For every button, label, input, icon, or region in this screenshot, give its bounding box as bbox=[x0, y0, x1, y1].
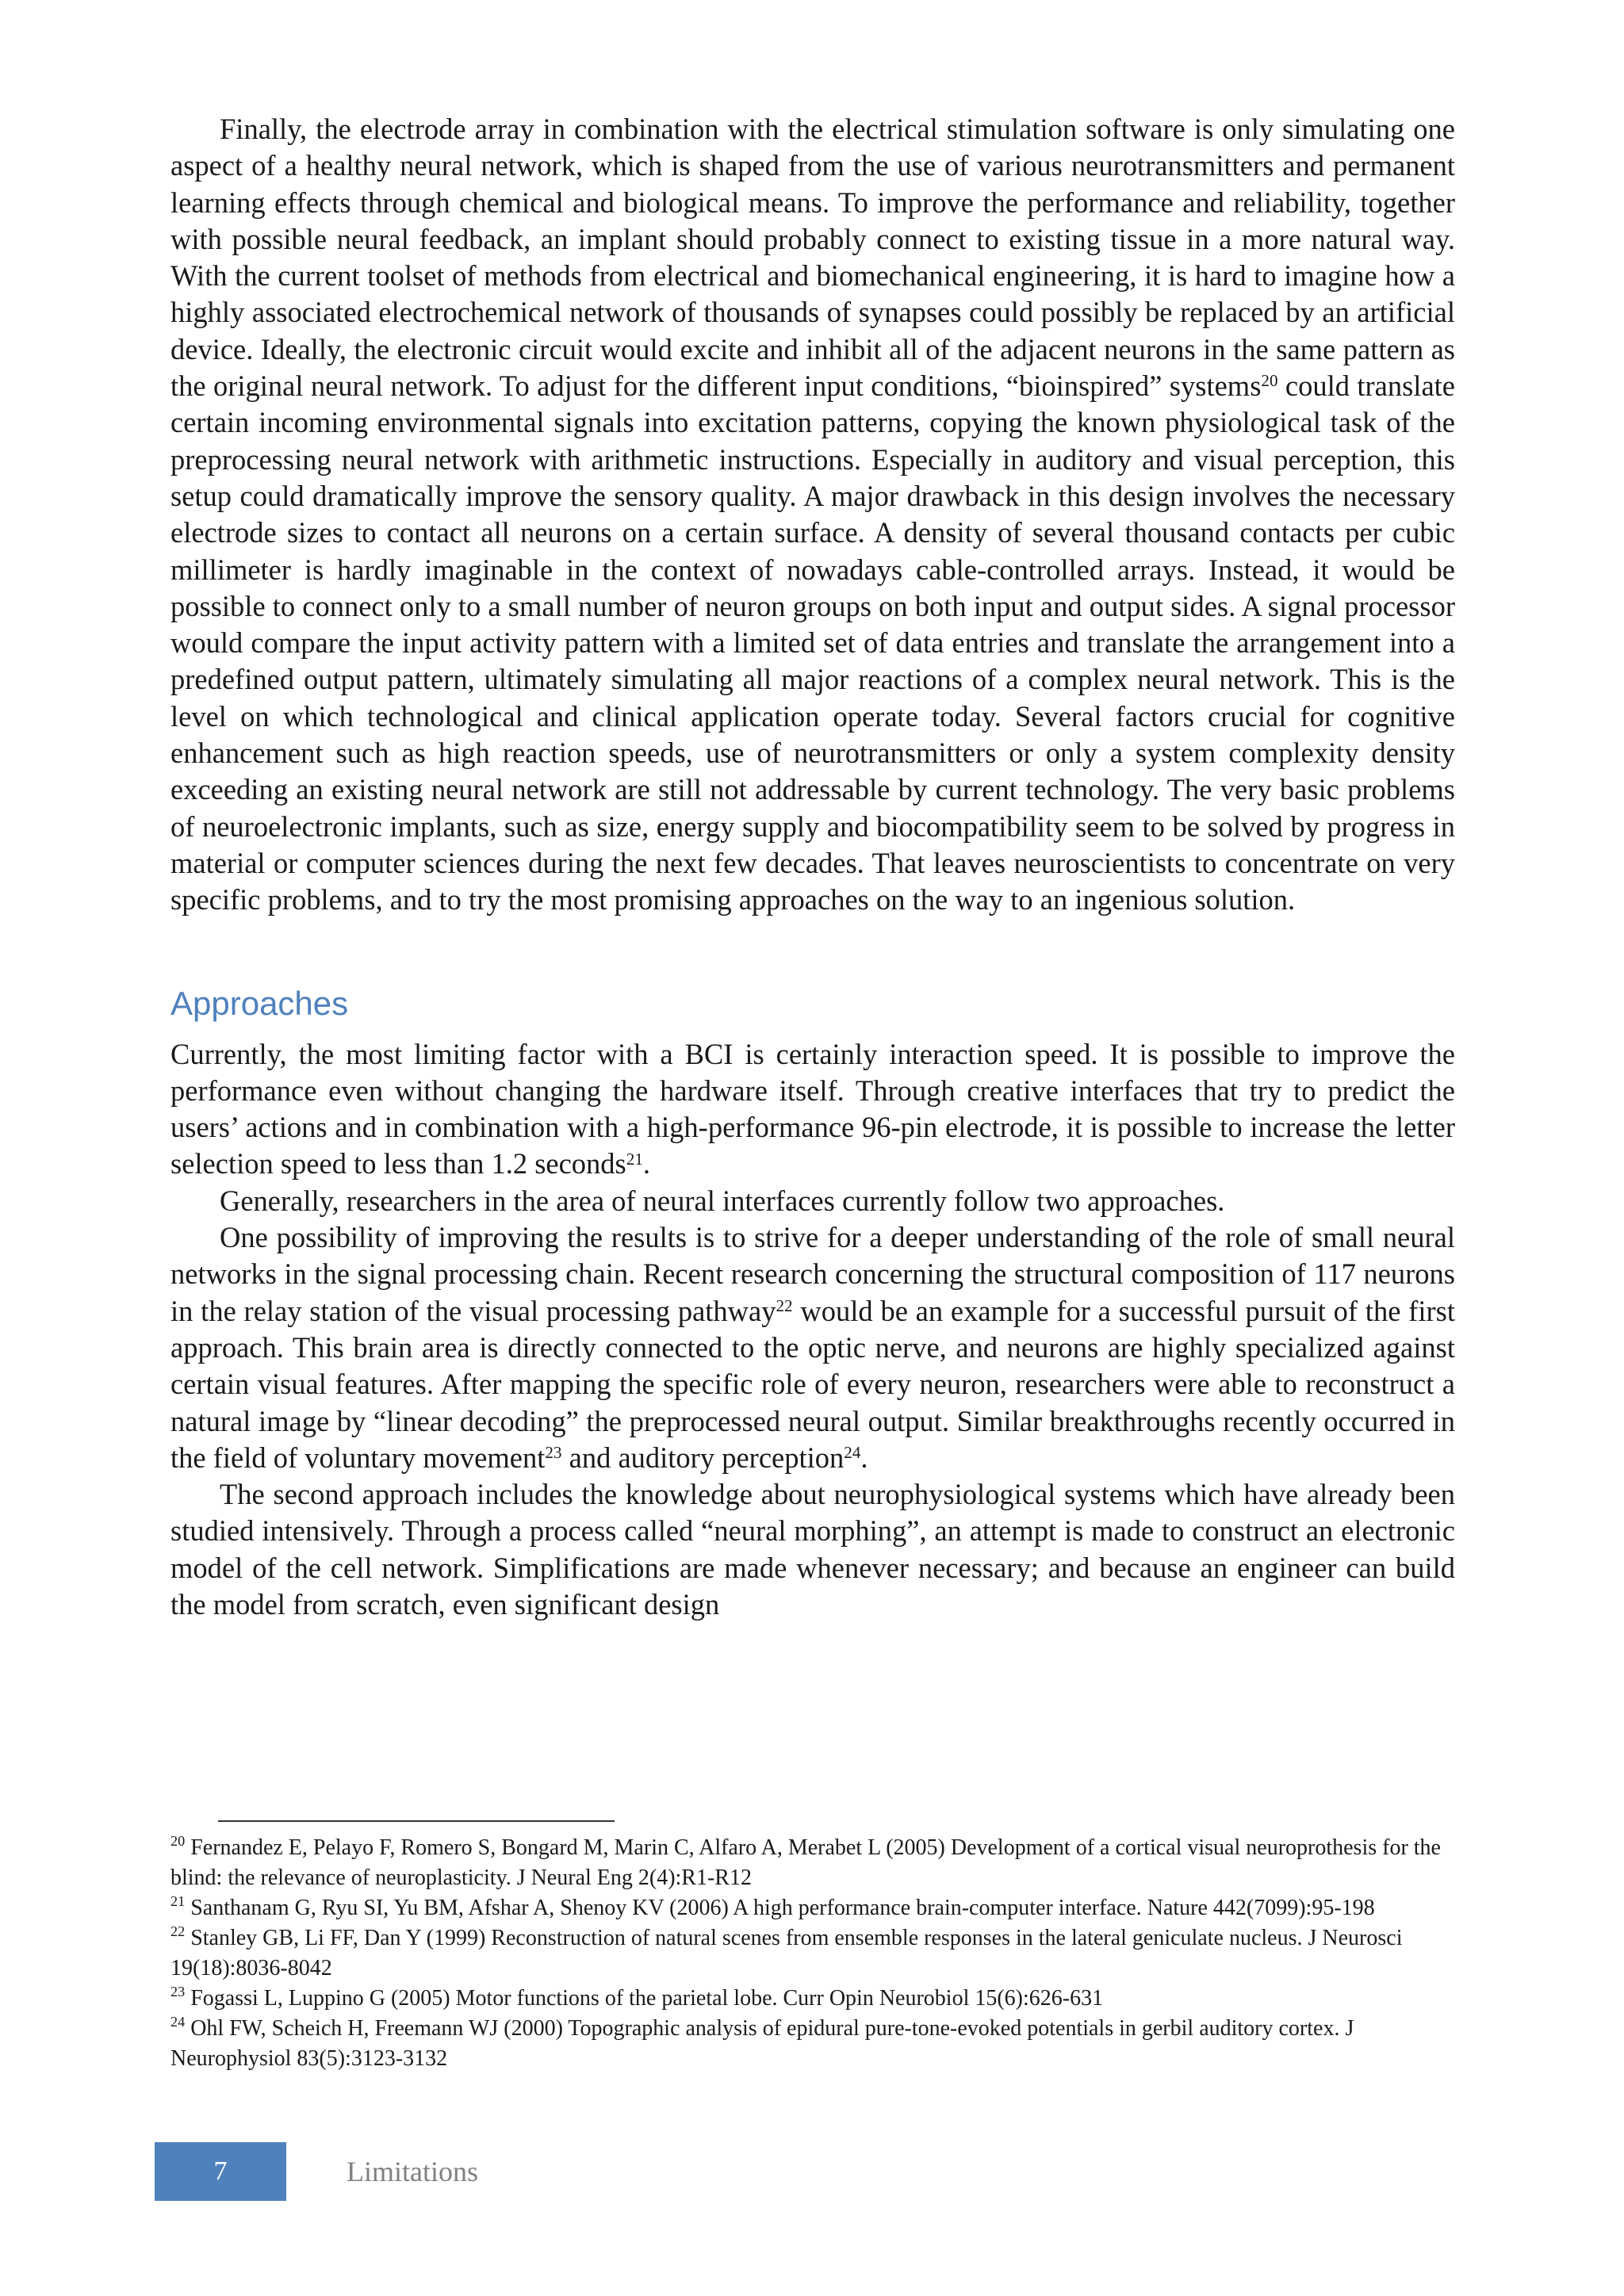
paragraph-text: The second approach includes the knowledge about neurophysiological systems which have already been studied intensively. Through a process called “neural morphing”, an attempt is made to construct an electronic model of the cell network. Simplifications are made whenever necessary; and because an engineer can build the model from scratch, even significant design bbox=[170, 1478, 1455, 1621]
footnote-text: Ohl FW, Scheich H, Freemann WJ (2000) Topographic analysis of epidural pure-tone-evoked potentials in gerbil auditory cortex. J Neurophysiol 83(5):3123-3132 bbox=[170, 2016, 1354, 2071]
section-heading: Approaches bbox=[170, 984, 349, 1022]
page-footer bbox=[155, 2142, 478, 2201]
paragraph bbox=[170, 1219, 1455, 1476]
intro-text bbox=[170, 111, 1455, 919]
page-body bbox=[170, 111, 1455, 1623]
footnote-ref-20[interactable]: 20 bbox=[1261, 371, 1278, 391]
footnote bbox=[170, 1923, 1455, 1984]
footnote bbox=[170, 1984, 1455, 2014]
section-text bbox=[170, 1036, 1455, 1624]
running-section-label: Limitations bbox=[347, 2156, 478, 2187]
footnote-ref-22[interactable]: 22 bbox=[776, 1295, 793, 1315]
paragraph bbox=[170, 111, 1455, 919]
paragraph-text: Generally, researchers in the area of neural interfaces currently follow two approaches. bbox=[220, 1184, 1225, 1217]
footnote-text: Stanley GB, Li FF, Dan Y (1999) Reconstruction of natural scenes from ensemble responses in the lateral geniculate nucleus. J Neurosci 19(18):8036-8042 bbox=[170, 1926, 1403, 1980]
footnote-text: Fogassi L, Luppino G (2005) Motor functions of the parietal lobe. Curr Opin Neurobiol 15(6):626-631 bbox=[190, 1986, 1104, 2011]
footnote-ref-23[interactable]: 23 bbox=[545, 1443, 562, 1463]
footnote bbox=[170, 2014, 1455, 2074]
paragraph-text: would be an example for a successful pursuit of the first approach. This brain area is directly connected to the optic nerve, and neurons are highly specialized against certain visual features. After mapping the specific role of every neuron, researchers were able to reconstruct a natural image by “linear decoding” the preprocessed neural output. Similar breakthroughs recently occurred in the field of voluntary movement bbox=[170, 1294, 1455, 1474]
footnote-text: Santhanam G, Ryu SI, Yu BM, Afshar A, Shenoy KV (2006) A high performance brain-computer interface. Nature 442(7099):95-198 bbox=[190, 1896, 1375, 1920]
footnote-text: Fernandez E, Pelayo F, Romero S, Bongard M, Marin C, Alfaro A, Merabet L (2005) Development of a cortical visual neuroprothesis for the blind: the relevance of neuroplasticity. J Neural Eng 2(4):R1-R12 bbox=[170, 1835, 1441, 1890]
paragraph-text: . bbox=[860, 1441, 868, 1474]
footnote bbox=[170, 1893, 1455, 1923]
paragraph-text: could translate certain incoming environmental signals into excitation patterns, copying the known physiological task of the preprocessing neural network with arithmetic instructions. Especially in auditory and visual perception, this setup could dramatically improve the sensory quality. A major drawback in this design involves the necessary electrode sizes to contact all neurons on a certain surface. A density of several thousand contacts per cubic millimeter is hardly imaginable in the context of nowadays cable-controlled arrays. Instead, it would be possible to connect only to a small number of neuron groups on both input and output sides. A signal processor would compare the input activity pattern with a limited set of data entries and translate the arrangement into a predefined output pattern, ultimately simulating all major reactions of a complex neural network. This is the level on which technological and clinical application operate today. Several factors crucial for cognitive enhancement such as high reaction speeds, use of neurotransmitters or only a system complexity density exceeding an existing neural network are still not addressable by current technology. The very basic problems of neuroelectronic implants, such as size, energy supply and biocompatibility seem to be solved by progress in material or computer sciences during the next few decades. That leaves neuroscientists to concentrate on very specific problems, and to try the most promising approaches on the way to an ingenious solution. bbox=[170, 369, 1455, 916]
paragraph bbox=[170, 1036, 1455, 1183]
paragraph-text: Finally, the electrode array in combination with the electrical stimulation software is only simulating one aspect of a healthy neural network, which is shaped from the use of various neurotransmitters and permanent learning effects through chemical and biological means. To improve the performance and reliability, together with possible neural feedback, an implant should probably connect to existing tissue in a more natural way. With the current toolset of methods from electrical and biomechanical engineering, it is hard to imagine how a highly associated electrochemical network of thousands of synapses could possibly be replaced by an artificial device. Ideally, the electronic circuit would excite and inhibit all of the adjacent neurons in the same pattern as the original neural network. To adjust for the different input conditions, “bioinspired” systems bbox=[170, 113, 1455, 403]
paragraph-text: and auditory perception bbox=[561, 1441, 845, 1474]
footnote-number: 21 bbox=[170, 1893, 186, 1910]
paragraph bbox=[170, 1476, 1455, 1623]
footnote-number: 22 bbox=[170, 1923, 186, 1940]
footnote-separator bbox=[218, 1820, 615, 1822]
footnote-number: 20 bbox=[170, 1833, 186, 1850]
page-number: 7 bbox=[155, 2142, 286, 2201]
footnote-ref-24[interactable]: 24 bbox=[844, 1443, 861, 1463]
paragraph bbox=[170, 1183, 1455, 1219]
footnote-ref-21[interactable]: 21 bbox=[626, 1149, 643, 1169]
footnote-number: 23 bbox=[170, 1984, 186, 2000]
paragraph-text: Currently, the most limiting factor with a BCI is certainly interaction speed. It is possible to improve the performance even without changing the hardware itself. Through creative interfaces that try to predict the users’ actions and in combination with a high-performance 96-pin electrode, it is possible to increase the letter selection speed to less than 1.2 seconds bbox=[170, 1037, 1455, 1181]
paragraph-text: . bbox=[642, 1147, 651, 1181]
paragraph-text: One possibility of improving the results is to strive for a deeper understanding of the role of small neural networks in the signal processing chain. Recent research concerning the structural composition of 117 neurons in the relay station of the visual processing pathway bbox=[170, 1221, 1455, 1327]
footnote-number: 24 bbox=[170, 2014, 186, 2030]
footnotes bbox=[170, 1833, 1455, 2074]
footnote bbox=[170, 1833, 1455, 1893]
